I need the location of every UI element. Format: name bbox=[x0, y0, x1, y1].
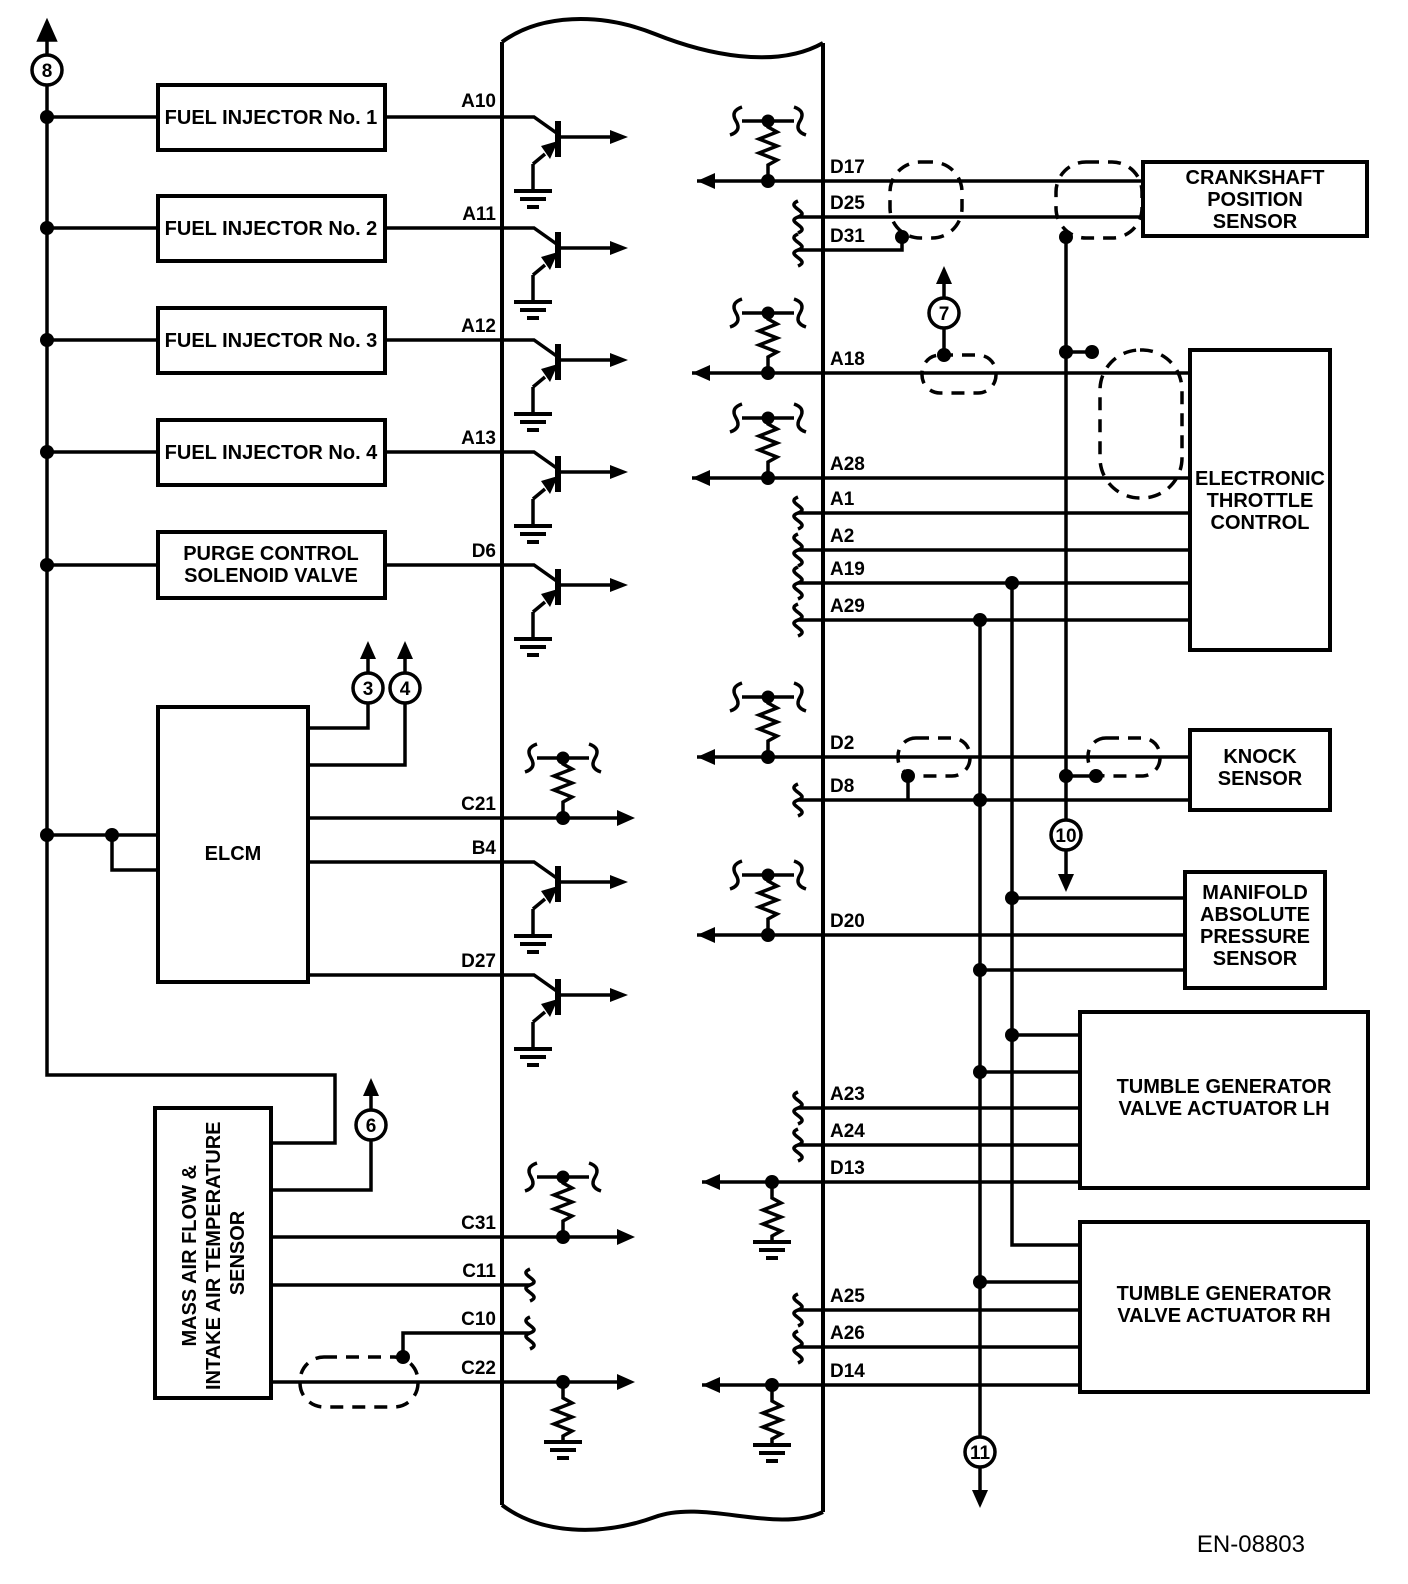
transistor-icon bbox=[502, 862, 628, 952]
label-fuel-injector-2: FUEL INJECTOR No. 2 bbox=[164, 218, 378, 240]
ecm-right-pin-labels bbox=[830, 157, 865, 1382]
wire-break-icon bbox=[794, 497, 802, 529]
pin-label: B4 bbox=[471, 838, 496, 859]
arrow-right-icon bbox=[617, 810, 635, 826]
resistor-icon bbox=[525, 1163, 601, 1244]
pin-label: A18 bbox=[830, 349, 865, 370]
arrow-left-icon bbox=[702, 1377, 720, 1393]
ecm-bottom-wave bbox=[502, 1505, 823, 1530]
label-maf-sensor: MASS AIR FLOW & INTAKE AIR TEMPERATURE SENSOR bbox=[179, 1121, 249, 1391]
resistor-icon bbox=[544, 1375, 582, 1458]
arrow-down-icon bbox=[1058, 874, 1074, 892]
label-fuel-injector-1: FUEL INJECTOR No. 1 bbox=[164, 107, 378, 129]
resistor-icon bbox=[525, 744, 601, 825]
arrow-up-icon bbox=[363, 1078, 379, 1096]
pin-label: D31 bbox=[830, 226, 865, 247]
figure-code: EN-08803 bbox=[1196, 1531, 1305, 1558]
pin-label: D27 bbox=[461, 951, 496, 972]
resistor-icon bbox=[730, 107, 806, 188]
arrow-left-icon bbox=[692, 470, 710, 486]
pin-label: A23 bbox=[830, 1084, 865, 1105]
label-elcm: ELCM bbox=[204, 843, 262, 865]
ecm-band bbox=[502, 19, 823, 1530]
resistor-icon bbox=[730, 683, 806, 764]
ecm-top-wave bbox=[502, 19, 823, 57]
wire-break-icon bbox=[526, 1317, 534, 1349]
label-purge-control: PURGE CONTROL SOLENOID VALVE bbox=[183, 543, 359, 587]
ref-number-7: 7 bbox=[938, 304, 950, 325]
pin-label: A10 bbox=[461, 91, 496, 112]
ref-number-6: 6 bbox=[365, 1116, 377, 1137]
transistor-icon bbox=[502, 975, 628, 1065]
ref-number-3: 3 bbox=[362, 679, 374, 700]
pin-label: D6 bbox=[471, 541, 496, 562]
pin-label: D14 bbox=[830, 1361, 865, 1382]
shield-icon bbox=[1056, 162, 1142, 238]
ref-number-10: 10 bbox=[1055, 826, 1077, 847]
arrow-right-icon bbox=[617, 1229, 635, 1245]
arrow-right-icon bbox=[617, 1374, 635, 1390]
wire-break-icon bbox=[794, 234, 802, 266]
pin-label: D13 bbox=[830, 1158, 865, 1179]
arrow-left-icon bbox=[692, 365, 710, 381]
ref-number-4: 4 bbox=[399, 679, 411, 700]
arrow-up-icon bbox=[397, 641, 413, 659]
wire-c10-shield-drain bbox=[403, 1333, 530, 1360]
label-tumble-rh: TUMBLE GENERATOR VALVE ACTUATOR RH bbox=[1116, 1283, 1332, 1327]
pin-label: D2 bbox=[830, 733, 855, 754]
arrow-up-icon bbox=[360, 641, 376, 659]
bus-junction-dots bbox=[40, 110, 119, 842]
wire-break-icon bbox=[526, 1269, 534, 1301]
wire-d8 bbox=[798, 776, 1190, 800]
wire-break-icon bbox=[794, 534, 802, 566]
resistor-icon bbox=[730, 299, 806, 380]
wire-elcm-ref4 bbox=[308, 659, 405, 765]
wire-break-icon bbox=[794, 567, 802, 599]
pin-label: A13 bbox=[461, 428, 496, 449]
transistor-icon bbox=[502, 340, 628, 430]
pin-label: C22 bbox=[461, 1358, 496, 1379]
transistor-icon bbox=[502, 565, 628, 655]
wire-break-icon bbox=[794, 1092, 802, 1124]
pin-label: A12 bbox=[461, 316, 496, 337]
arrow-left-icon bbox=[697, 173, 715, 189]
pin-label: A28 bbox=[830, 454, 865, 475]
pin-label: A29 bbox=[830, 596, 865, 617]
pin-label: A11 bbox=[462, 204, 496, 225]
arrow-left-icon bbox=[697, 749, 715, 765]
resistor-icon bbox=[730, 861, 806, 942]
wire-break-icon bbox=[794, 1294, 802, 1326]
pin-label: A25 bbox=[830, 1286, 865, 1307]
shield-icon bbox=[890, 162, 962, 238]
pin-label: A26 bbox=[830, 1323, 865, 1344]
label-fuel-injector-3: FUEL INJECTOR No. 3 bbox=[164, 330, 378, 352]
arrow-up-icon bbox=[39, 22, 55, 40]
pin-label: D17 bbox=[830, 157, 865, 178]
wire-break-icon bbox=[794, 1331, 802, 1363]
resistor-icon bbox=[730, 404, 806, 485]
resistor-icon bbox=[753, 1175, 791, 1258]
wire-break-icon bbox=[794, 784, 802, 816]
pin-label: A1 bbox=[830, 489, 855, 510]
pin-label: A2 bbox=[830, 526, 855, 547]
pin-label: D25 bbox=[830, 193, 865, 214]
transistor-icon bbox=[502, 452, 628, 542]
arrow-down-icon bbox=[972, 1490, 988, 1508]
pin-label: A24 bbox=[830, 1121, 865, 1142]
junction-dots bbox=[895, 230, 1103, 1289]
pin-label: C10 bbox=[461, 1309, 496, 1330]
wire-break-icon bbox=[794, 604, 802, 636]
transistor-icon bbox=[502, 228, 628, 318]
ref-number-11: 11 bbox=[969, 1443, 991, 1464]
pin-label: C11 bbox=[462, 1261, 496, 1282]
label-crankshaft-sensor: CRANKSHAFT POSITION SENSOR bbox=[1185, 167, 1325, 233]
pin-label: A19 bbox=[830, 559, 865, 580]
arrow-left-icon bbox=[697, 927, 715, 943]
pin-label: C31 bbox=[461, 1213, 496, 1234]
label-fuel-injector-4: FUEL INJECTOR No. 4 bbox=[164, 442, 378, 464]
label-map-sensor: MANIFOLD ABSOLUTE PRESSURE SENSOR bbox=[1199, 882, 1311, 970]
label-tumble-lh: TUMBLE GENERATOR VALVE ACTUATOR LH bbox=[1116, 1076, 1332, 1120]
wire-break-icon bbox=[794, 1129, 802, 1161]
transistor-icon bbox=[502, 117, 628, 207]
pin-label: D20 bbox=[830, 911, 865, 932]
arrow-left-icon bbox=[702, 1174, 720, 1190]
resistor-icon bbox=[753, 1378, 791, 1461]
junction-dot bbox=[396, 1350, 410, 1364]
wire-elcm-feed bbox=[47, 835, 158, 870]
arrow-up-icon bbox=[936, 266, 952, 284]
ref-number-8: 8 bbox=[41, 61, 53, 82]
label-knock-sensor: KNOCK SENSOR bbox=[1217, 746, 1303, 790]
pin-label: C21 bbox=[461, 794, 496, 815]
pin-label: D8 bbox=[830, 776, 855, 797]
label-electronic-throttle: ELECTRONIC THROTTLE CONTROL bbox=[1195, 468, 1325, 534]
wire-break-icon bbox=[794, 201, 802, 233]
ecm-left-pin-labels bbox=[461, 91, 496, 1379]
